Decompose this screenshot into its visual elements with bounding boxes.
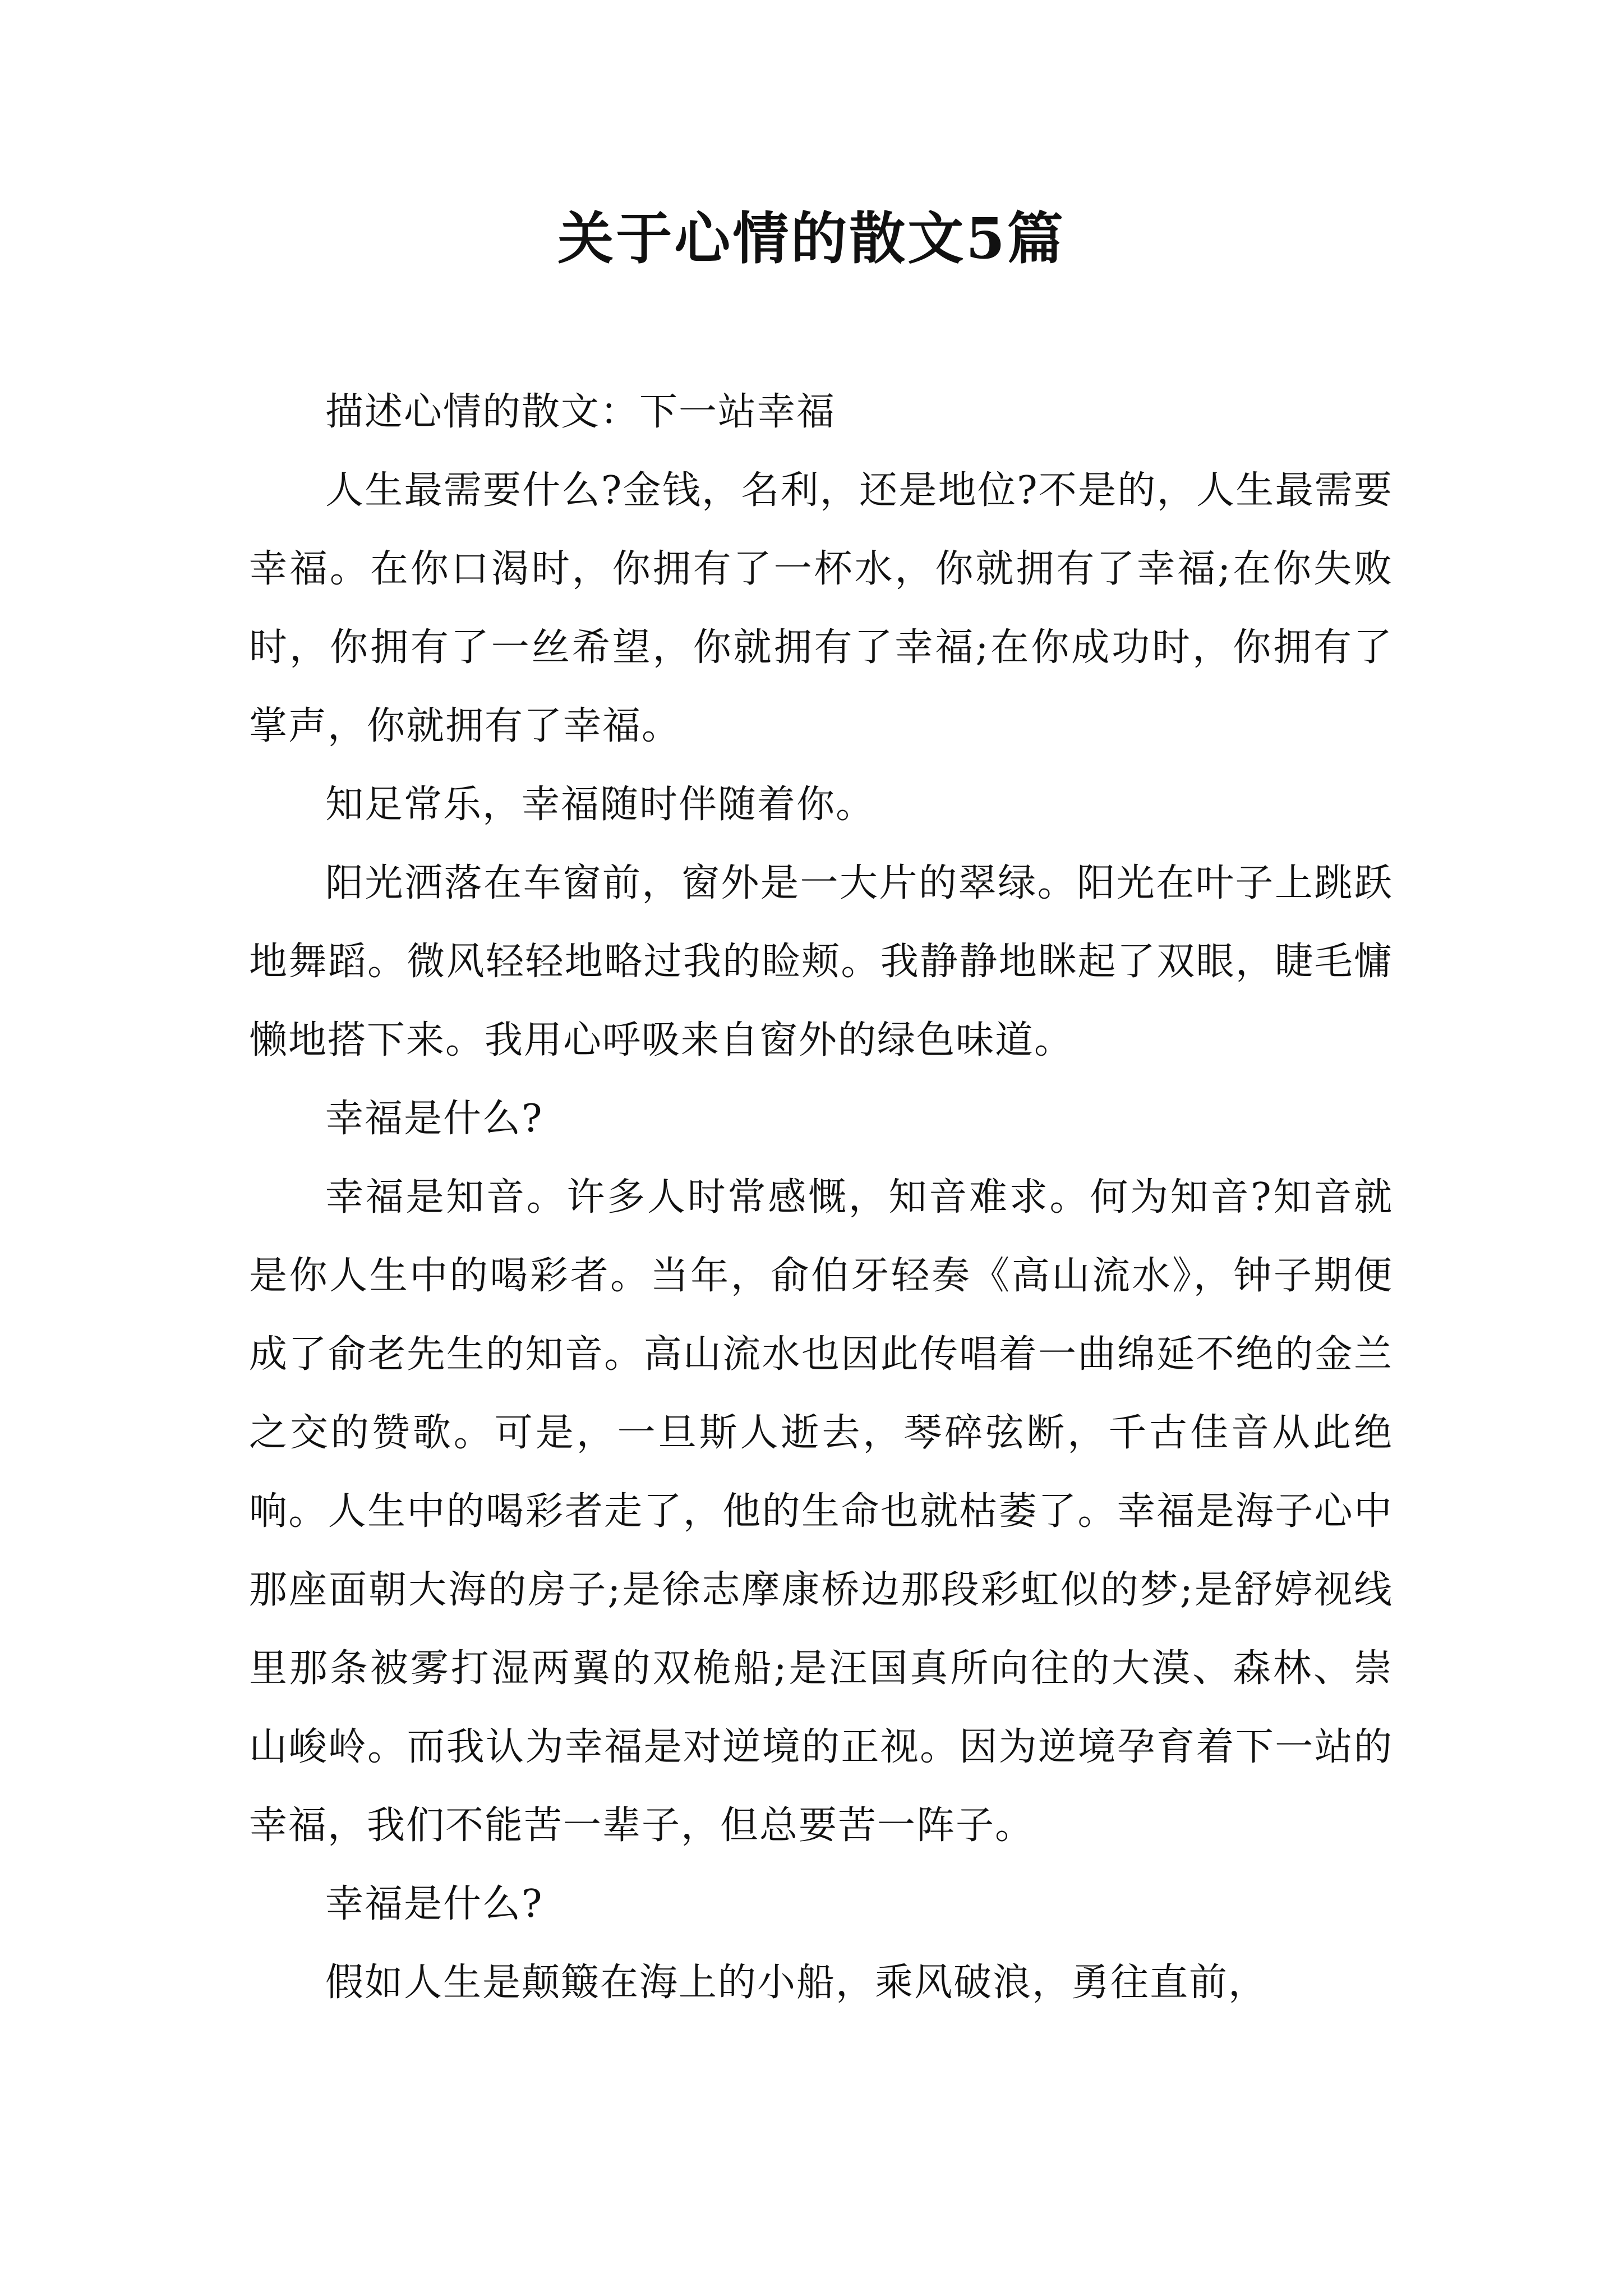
paragraph: 人生最需要什么?金钱，名利，还是地位?不是的，人生最需要幸福。在你口渴时，你拥有了一杯水，你就拥有了幸福;在你失败时，你拥有了一丝希望，你就拥有了幸福;在你成功时，你拥有了掌声，你就拥有了幸福。: [249, 468, 1393, 748]
document-title: 关于心情的散文5篇: [557, 205, 1066, 272]
paragraph: 阳光洒落在车窗前，窗外是一大片的翠绿。阳光在叶子上跳跃地舞蹈。微风轻轻地略过我的睑颊。我静静地眯起了双眼，睫毛慵懒地搭下来。我用心呼吸来自窗外的绿色味道。: [249, 861, 1393, 1062]
paragraph: 幸福是什么?: [325, 1097, 543, 1141]
paragraph-subtitle: 描述心情的散文：下一站幸福: [325, 390, 836, 434]
document-body: [249, 373, 1393, 2022]
paragraph: 知足常乐，幸福随时伴随着你。: [325, 783, 875, 827]
paragraph: 假如人生是颠簸在海上的小船，乘风破浪，勇往直前，: [325, 1961, 1268, 2005]
paragraph: 幸福是知音。许多人时常感慨，知音难求。何为知音?知音就是你人生中的喝彩者。当年，俞伯牙轻奏《高山流水》，钟子期便成了俞老先生的知音。高山流水也因此传唱着一曲绵延不绝的金兰之交的赞歌。可是，一旦斯人逝去，琴碎弦断，千古佳音从此绝响。人生中的喝彩者走了，他的生命也就枯萎了。幸福是海子心中那座面朝大海的房子;是徐志摩康桥边那段彩虹似的梦;是舒婷视线里那条被雾打湿两翼的双桅船;是汪国真所向往的大漠、森林、崇山峻岭。而我认为幸福是对逆境的正视。因为逆境孕育着下一站的幸福，我们不能苦一辈子，但总要苦一阵子。: [249, 1175, 1393, 1848]
paragraph: 幸福是什么?: [325, 1882, 543, 1926]
